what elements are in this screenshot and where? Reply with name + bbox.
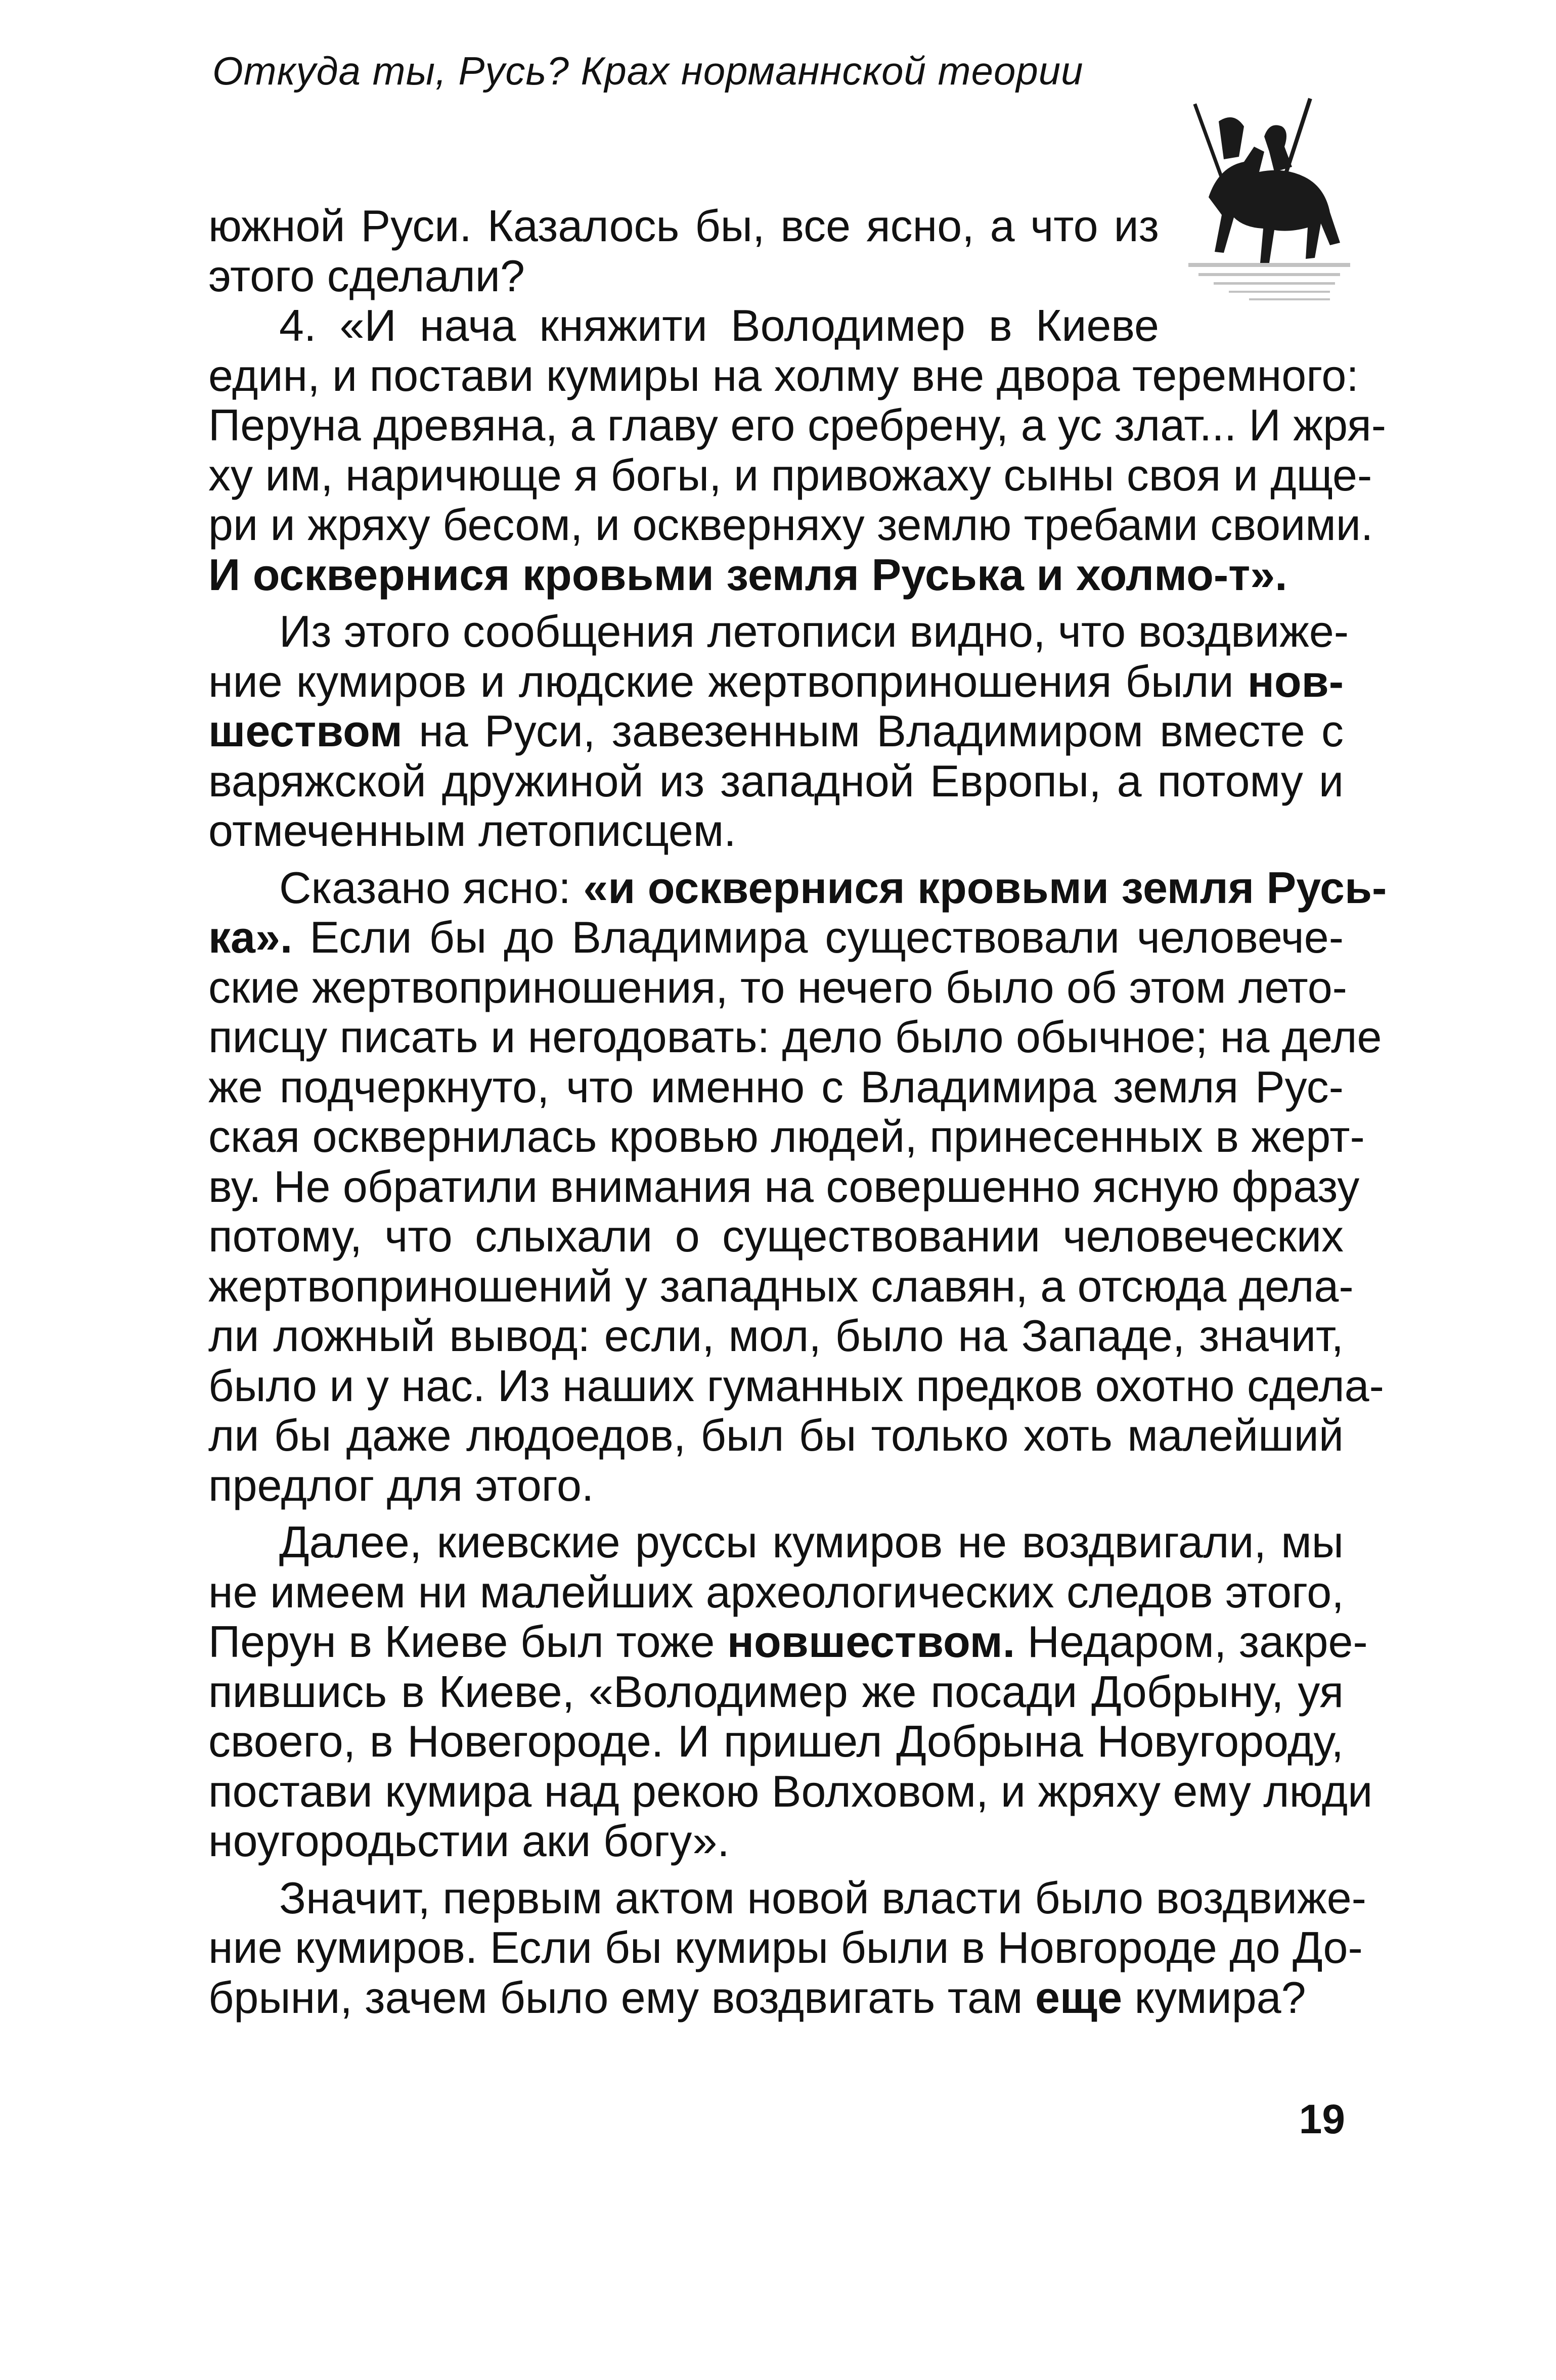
text-line: ние кумиров. Если бы кумиры были в Новгороде до До-	[208, 1922, 1363, 1972]
paragraph	[208, 1872, 1366, 2023]
text-line: ву. Не обратили внимания на совершенно ясную фразу	[208, 1161, 1360, 1211]
text-line: своего, в Новегороде. И пришел Добрына Новугороду,	[208, 1716, 1344, 1766]
bold-quote: И осквернися кровьми земля Руська и холмо-т».	[208, 549, 1287, 600]
text-line: шеством на Руси, завезенным Владимиром вместе с	[208, 706, 1344, 756]
text-line: потому, что слыхали о существовании человеческих	[208, 1211, 1344, 1261]
text-line: писцу писать и негодовать: дело было обычное; на деле	[208, 1012, 1382, 1062]
paragraph	[208, 300, 1387, 600]
text-line: ская осквернилась кровью людей, принесенных в жерт-	[208, 1111, 1365, 1161]
text-line: пившись в Киеве, «Володимер же посади Добрыну, уя	[208, 1666, 1344, 1717]
text-line: ские жертвоприношения, то нечего было об этом лето-	[208, 962, 1347, 1012]
text-line	[208, 550, 1344, 600]
text-line: варяжской дружиной из западной Европы, а потому и	[208, 755, 1344, 806]
text-line: отмеченным летописцем.	[208, 805, 736, 856]
text-line: этого сделали?	[208, 250, 525, 301]
text-line: ка». Если бы до Владимира существовали человече-	[208, 912, 1344, 962]
text-line: Перуна древяна, а главу его сребрену, а ус злат... И жря-	[208, 400, 1387, 450]
paragraph	[208, 862, 1387, 1511]
text-line: предлог для этого.	[208, 1460, 594, 1510]
text-line: Перун в Киеве был тоже новшеством. Недаром, закре-	[208, 1616, 1368, 1667]
running-head: Откуда ты, Русь? Крах норманнской теории	[212, 49, 1084, 93]
text-line: ноугородьстии аки богу».	[208, 1816, 730, 1866]
text-line: ли ложный вывод: если, мол, было на Западе, значит,	[208, 1311, 1344, 1361]
text-line: южной Руси. Казалось бы, все ясно, а что из	[208, 201, 1159, 251]
text-line: же подчеркнуто, что именно с Владимира земля Рус-	[208, 1061, 1344, 1112]
paragraph	[208, 606, 1349, 856]
paragraph	[208, 1517, 1373, 1866]
text-line: ху им, наричюще я богы, и привожаху сыны своя и дще-	[208, 450, 1372, 500]
text-line: не имеем ни малейших археологических следов этого,	[208, 1566, 1344, 1617]
text-line: ри и жряху бесом, и оскверняху землю требами своими.	[208, 500, 1373, 550]
text-line: 4. «И нача княжити Володимер в Киеве	[279, 300, 1159, 350]
paragraph	[208, 201, 1344, 301]
text-line: брыни, зачем было ему воздвигать там еще кумира?	[208, 1972, 1306, 2023]
page-number: 19	[1299, 2096, 1345, 2142]
text-line: Сказано ясно: «и осквернися кровьми земля Русь-	[279, 862, 1387, 913]
text-line: жертвоприношений у западных славян, а отсюда дела-	[208, 1261, 1354, 1311]
text-line: было и у нас. Из наших гуманных предков охотно сдела-	[208, 1360, 1384, 1411]
text-line: постави кумира над рекою Волховом, и жряху ему люди	[208, 1766, 1373, 1816]
body-text	[208, 201, 1387, 2023]
text-line: ние кумиров и людские жертвоприношения были нов-	[208, 656, 1344, 706]
text-line: Из этого сообщения летописи видно, что воздвиже-	[279, 606, 1349, 656]
text-line: един, и постави кумиры на холму вне двора теремного:	[208, 350, 1359, 400]
text-line: Далее, киевские руссы кумиров не воздвигали, мы	[279, 1517, 1344, 1567]
text-line: ли бы даже людоедов, был бы только хоть малейший	[208, 1410, 1344, 1460]
text-line: Значит, первым актом новой власти было воздвиже-	[279, 1872, 1366, 1923]
